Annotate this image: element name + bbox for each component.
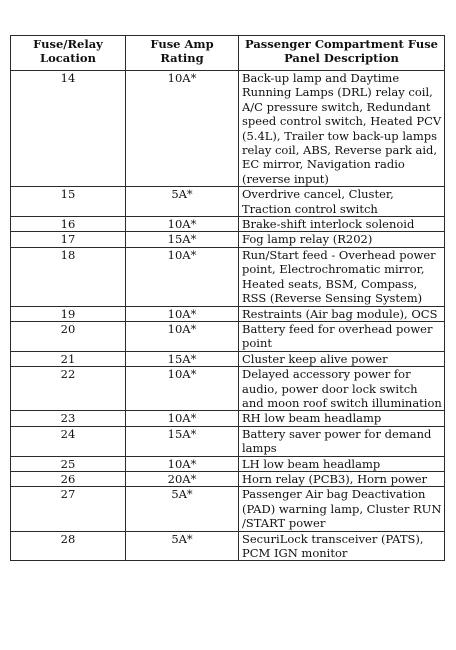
- header-description-line-2: Panel Description: [284, 51, 399, 66]
- fuse-location-cell: 16: [11, 217, 126, 232]
- fuse-location-cell: 26: [11, 471, 126, 486]
- fuse-description-cell: Passenger Air bag Deactivation (PAD) warning lamp, Cluster RUN /START power: [239, 487, 445, 531]
- header-rating: [126, 36, 239, 71]
- fuse-location-cell: 23: [11, 411, 126, 426]
- fuse-location-cell: 15: [11, 187, 126, 217]
- fuse-description-cell: Delayed accessory power for audio, power door lock switch and moon roof switch illumination: [239, 367, 445, 411]
- fuse-location-cell: 24: [11, 426, 126, 456]
- fuse-rating-cell: 5A*: [126, 487, 239, 531]
- fuse-description-cell: Horn relay (PCB3), Horn power: [239, 471, 445, 486]
- fuse-description-cell: Run/Start feed - Overhead power point, Electrochromatic mirror, Heated seats, BSM, Compass, RSS (Reverse Sensing System): [239, 247, 445, 306]
- fuse-rating-cell: 5A*: [126, 531, 239, 561]
- table-row: [11, 367, 445, 411]
- table-row: [11, 456, 445, 471]
- fuse-rating-cell: 10A*: [126, 71, 239, 187]
- fuse-location-cell: 20: [11, 321, 126, 351]
- fuse-location-cell: 18: [11, 247, 126, 306]
- table-row: [11, 471, 445, 486]
- header-location: [11, 36, 126, 71]
- fuse-location-cell: 28: [11, 531, 126, 561]
- fuse-rating-cell: 15A*: [126, 351, 239, 366]
- fuse-location-cell: 25: [11, 456, 126, 471]
- table-header: [11, 36, 445, 71]
- table-row: [11, 71, 445, 187]
- table-row: [11, 247, 445, 306]
- fuse-rating-cell: 10A*: [126, 456, 239, 471]
- table-row: [11, 321, 445, 351]
- header-rating-line-1: Fuse Amp: [150, 37, 214, 51]
- table-row: [11, 217, 445, 232]
- fuse-description-cell: RH low beam headlamp: [239, 411, 445, 426]
- fuse-description-cell: SecuriLock transceiver (PATS), PCM IGN monitor: [239, 531, 445, 561]
- fuse-description-cell: Restraints (Air bag module), OCS: [239, 306, 445, 321]
- table-row: [11, 187, 445, 217]
- fuse-description-cell: Cluster keep alive power: [239, 351, 445, 366]
- table-body: [11, 71, 445, 561]
- fuse-description-cell: Fog lamp relay (R202): [239, 232, 445, 247]
- fuse-location-cell: 19: [11, 306, 126, 321]
- fuse-description-cell: Brake-shift interlock solenoid: [239, 217, 445, 232]
- fuse-rating-cell: 10A*: [126, 321, 239, 351]
- fuse-location-cell: 21: [11, 351, 126, 366]
- fuse-description-cell: Overdrive cancel, Cluster, Traction control switch: [239, 187, 445, 217]
- table-row: [11, 487, 445, 531]
- table-row: [11, 306, 445, 321]
- fuse-location-cell: 22: [11, 367, 126, 411]
- fuse-location-cell: 14: [11, 71, 126, 187]
- fuse-rating-cell: 10A*: [126, 217, 239, 232]
- fuse-location-cell: 27: [11, 487, 126, 531]
- fuse-location-cell: 17: [11, 232, 126, 247]
- header-description: [239, 36, 445, 71]
- fuse-description-cell: Battery saver power for demand lamps: [239, 426, 445, 456]
- fuse-rating-cell: 10A*: [126, 367, 239, 411]
- header-description-line-1: Passenger Compartment Fuse: [245, 37, 438, 51]
- table-row: [11, 426, 445, 456]
- fuse-rating-cell: 10A*: [126, 247, 239, 306]
- fuse-rating-cell: 15A*: [126, 232, 239, 247]
- table-row: [11, 351, 445, 366]
- fuse-description-cell: Back-up lamp and Daytime Running Lamps (DRL) relay coil, A/C pressure switch, Redundant speed control switch, Heated PCV (5.4L), Trailer tow back-up lamps relay coil, ABS, Reverse park aid, EC mirror, Navigation radio (reverse input): [239, 71, 445, 187]
- header-location-line-2: Location: [40, 51, 96, 66]
- table-row: [11, 232, 445, 247]
- fuse-rating-cell: 20A*: [126, 471, 239, 486]
- header-location-line-1: Fuse/Relay: [33, 37, 103, 51]
- fuse-rating-cell: 15A*: [126, 426, 239, 456]
- fuse-rating-cell: 10A*: [126, 411, 239, 426]
- fuse-description-cell: LH low beam headlamp: [239, 456, 445, 471]
- header-rating-line-2: Rating: [160, 51, 204, 66]
- fuse-description-cell: Battery feed for overhead power point: [239, 321, 445, 351]
- fuse-rating-cell: 5A*: [126, 187, 239, 217]
- table-row: [11, 411, 445, 426]
- table-row: [11, 531, 445, 561]
- fuse-rating-cell: 10A*: [126, 306, 239, 321]
- header-row: [11, 36, 445, 71]
- fuse-table: [10, 35, 445, 561]
